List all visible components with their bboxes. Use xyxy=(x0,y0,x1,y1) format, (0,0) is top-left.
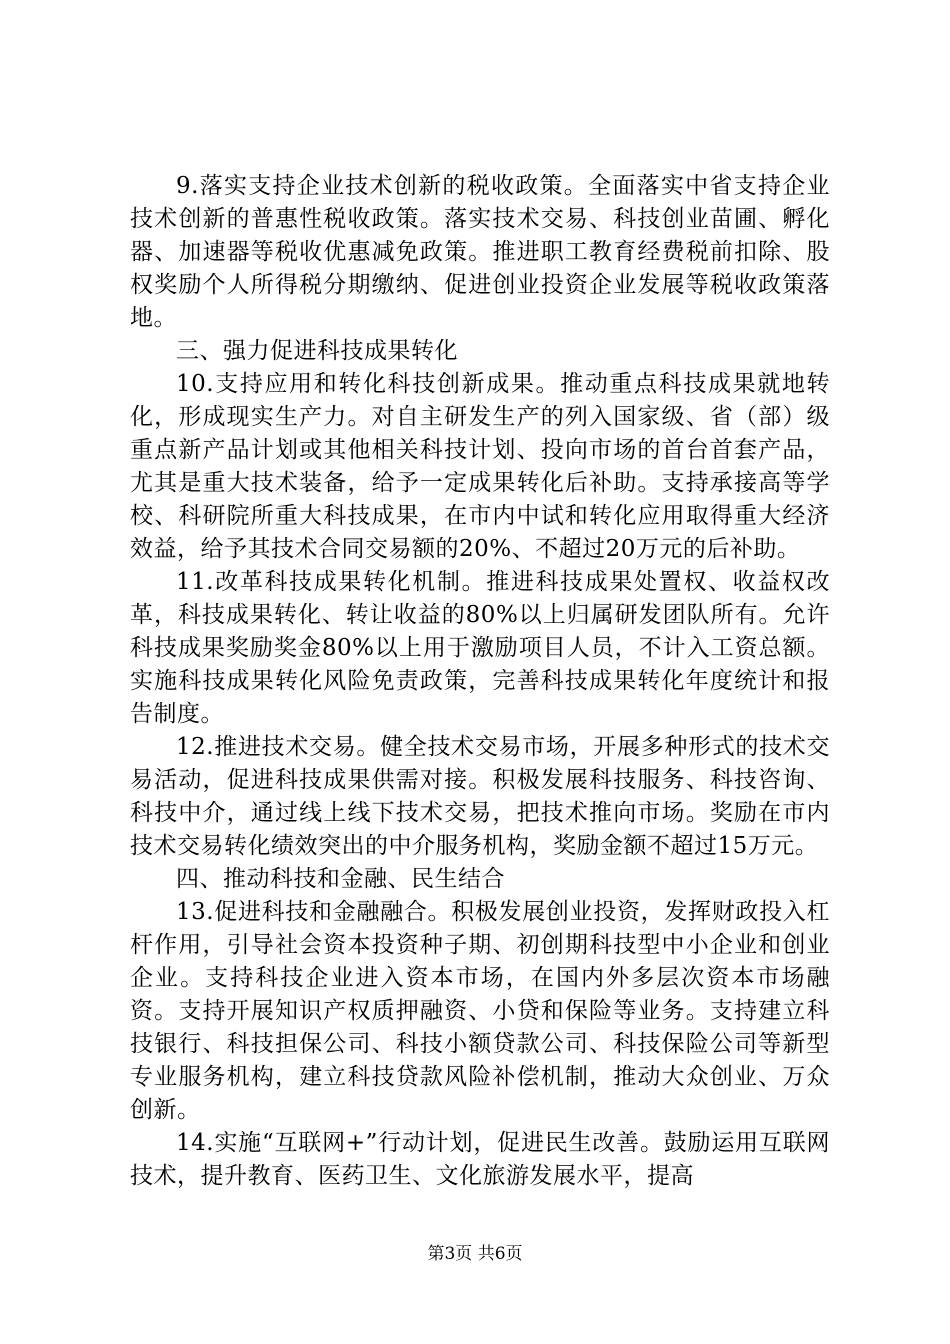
paragraph-item-9: 9.落实支持企业技术创新的税收政策。全面落实中省支持企业技术创新的普惠性税收政策。落实技术交易、科技创业苗圃、孵化器、加速器等税收优惠减免政策。推进职工教育经费税前扣除、股权奖励个人所得税分期缴纳、促进创业投资企业发展等税收政策落地。 xyxy=(130,173,830,331)
section-heading-3: 三、强力促进科技成果转化 xyxy=(176,338,458,364)
section-heading-4: 四、推动科技和金融、民生结合 xyxy=(176,866,505,892)
page-footer xyxy=(0,1244,950,1264)
paragraph-item-10: 10.支持应用和转化科技创新成果。推动重点科技成果就地转化，形成现实生产力。对自主研发生产的列入国家级、省（部）级重点新产品计划或其他相关科技计划、投向市场的首台首套产品，尤其是重大技术装备，给予一定成果转化后补助。支持承接高等学校、科研院所重大科技成果，在市内中试和转化应用取得重大经济效益，给予其技术合同交易额的20%、不超过20万元的后补助。 xyxy=(130,371,830,562)
paragraph-item-14: 14.实施“互联网+”行动计划，促进民生改善。鼓励运用互联网技术，提升教育、医药卫生、文化旅游发展水平，提高 xyxy=(130,1130,830,1189)
document-body xyxy=(130,170,830,1193)
paragraph-item-13: 13.促进科技和金融融合。积极发展创业投资，发挥财政投入杠杆作用，引导社会资本投资种子期、初创期科技型中小企业和创业企业。支持科技企业进入资本市场，在国内外多层次资本市场融资。支持开展知识产权质押融资、小贷和保险等业务。支持建立科技银行、科技担保公司、科技小额贷款公司、科技保险公司等新型专业服务机构，建立科技贷款风险补偿机制，推动大众创业、万众创新。 xyxy=(130,899,830,1123)
paragraph-item-12: 12.推进技术交易。健全技术交易市场，开展多种形式的技术交易活动，促进科技成果供需对接。积极发展科技服务、科技咨询、科技中介，通过线上线下技术交易，把技术推向市场。奖励在市内技术交易转化绩效突出的中介服务机构，奖励金额不超过15万元。 xyxy=(130,734,830,859)
page-number: 第3页 共6页 xyxy=(427,1244,523,1264)
paragraph-item-11: 11.改革科技成果转化机制。推进科技成果处置权、收益权改革，科技成果转化、转让收益的80%以上归属研发团队所有。允许科技成果奖励奖金80%以上用于激励项目人员，不计入工资总额。实施科技成果转化风险免责政策，完善科技成果转化年度统计和报告制度。 xyxy=(130,569,830,727)
